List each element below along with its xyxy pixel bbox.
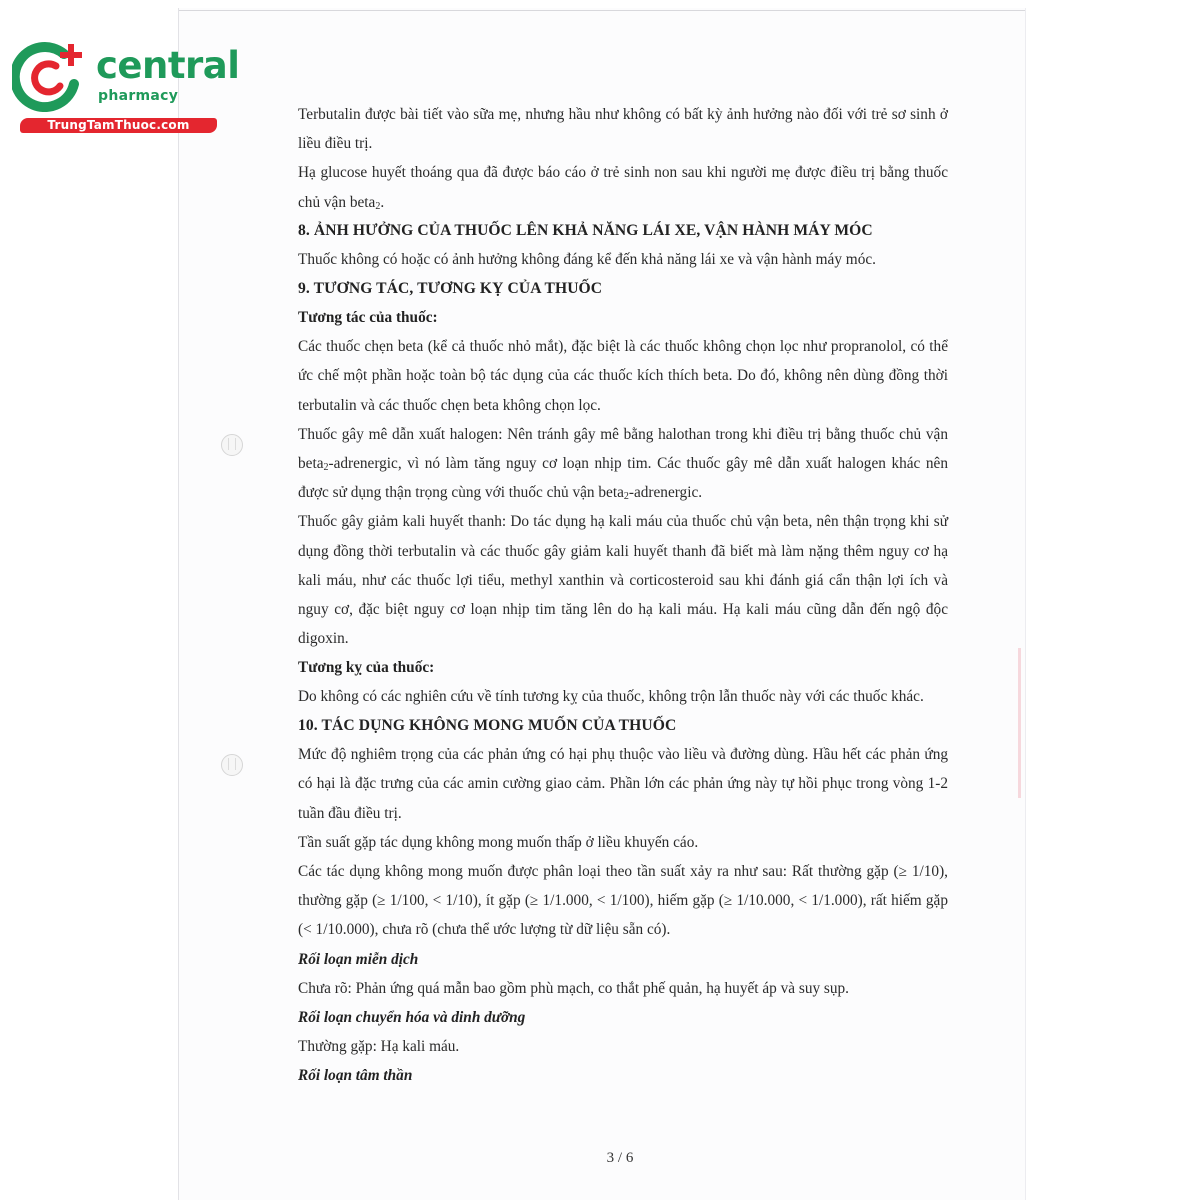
section-heading-8: 8. ẢNH HƯỞNG CỦA THUỐC LÊN KHẢ NĂNG LÁI XE, VẬN HÀNH MÁY MÓC: [298, 221, 873, 239]
section-heading-10: 10. TÁC DỤNG KHÔNG MONG MUỐN CỦA THUỐC: [298, 716, 677, 734]
paragraph: Tần suất gặp tác dụng không mong muốn thấp ở liều khuyến cáo.: [298, 833, 699, 851]
logo-brand-name: central: [96, 44, 240, 87]
punch-hole-icon: [221, 754, 243, 776]
section-heading-9: 9. TƯƠNG TÁC, TƯƠNG KỴ CỦA THUỐC: [298, 279, 603, 297]
subheading-immune-disorders: Rối loạn miễn dịch: [298, 950, 419, 968]
paragraph: Chưa rõ: Phản ứng quá mẫn bao gồm phù mạch, co thắt phế quản, hạ huyết áp và suy sụp.: [298, 979, 850, 997]
ink-bleed-mark: [1018, 648, 1021, 798]
pharmacy-logo[interactable]: [8, 38, 240, 138]
subheading-interactions: Tương tác của thuốc:: [298, 309, 438, 327]
logo-website-url: TrungTamThuoc.com: [20, 118, 217, 133]
logo-subtitle: pharmacy: [98, 88, 179, 104]
paragraph: Thuốc gây mê dẫn xuất halogen: Nên tránh gây mê bằng halothan trong khi điều trị bằng thuốc chủ vận beta$_2$-adrenergic, vì nó làm tăng nguy cơ loạn nhịp tim. Các thuốc gây mê dẫn xuất halogen khác nên được sử dụng thận trọng cùng với thuốc chủ vận beta$_2$-adrenergic.: [298, 425, 948, 503]
paragraph: Terbutalin được bài tiết vào sữa mẹ, nhưng hầu như không có bất kỳ ảnh hưởng nào đối với trẻ sơ sinh ở liều điều trị.: [298, 106, 948, 153]
paragraph: Thuốc gây giảm kali huyết thanh: Do tác dụng hạ kali máu của thuốc chủ vận beta, nên thận trọng khi sử dụng đồng thời terbutalin và các thuốc gây giảm kali huyết thanh đã biết mà làm nặng thêm nguy cơ hạ kali máu, như các thuốc lợi tiểu, methyl xanthin và corticosteroid sau khi đánh giá cẩn thận lợi ích và nguy cơ, đặc biệt nguy cơ loạn nhịp tim tăng lên do hạ kali máu. Hạ kali máu cũng dẫn đến ngộ độc digoxin.: [298, 513, 948, 648]
page-top-edge: [179, 10, 1025, 11]
page-number: 3 / 6: [606, 1150, 634, 1166]
paragraph: Mức độ nghiêm trọng của các phản ứng có hại phụ thuộc vào liều và đường dùng. Hầu hết các phản ứng có hại là đặc trưng của các amin cường giao cảm. Phần lớn các phản ứng này tự hồi phục trong vòng 1-2 tuần đầu điều trị.: [298, 746, 948, 822]
paragraph: Thường gặp: Hạ kali máu.: [298, 1037, 460, 1055]
subheading-metabolism-disorders: Rối loạn chuyển hóa và dinh dưỡng: [298, 1008, 526, 1026]
document-body: [298, 100, 948, 1090]
central-pharmacy-icon: [12, 40, 88, 112]
subheading-psychiatric-disorders: Rối loạn tâm thần: [298, 1067, 413, 1085]
paragraph: Các tác dụng không mong muốn được phân loại theo tần suất xảy ra như sau: Rất thường gặp (≥ 1/10), thường gặp (≥ 1/100, < 1/10), ít gặp (≥ 1/1.000, < 1/100), hiếm gặp (≥ 1/10.000, < 1/1.000), rất hiếm gặp (< 1/10.000), chưa rõ (chưa thể ước lượng từ dữ liệu sẵn có).: [298, 863, 948, 939]
paragraph: Các thuốc chẹn beta (kể cả thuốc nhỏ mắt), đặc biệt là các thuốc không chọn lọc như propranolol, có thể ức chế một phần hoặc toàn bộ tác dụng của các thuốc kích thích beta. Do đó, không nên dùng đồng thời terbutalin và các thuốc chẹn beta không chọn lọc.: [298, 338, 948, 414]
subheading-incompatibilities: Tương kỵ của thuốc:: [298, 659, 435, 677]
paragraph: Do không có các nghiên cứu về tính tương kỵ của thuốc, không trộn lẫn thuốc này với các thuốc khác.: [298, 688, 924, 706]
punch-hole-icon: [221, 434, 243, 456]
paragraph: Hạ glucose huyết thoáng qua đã được báo cáo ở trẻ sinh non sau khi người mẹ được điều trị bằng thuốc chủ vận beta$_2$.: [298, 164, 948, 212]
paragraph: Thuốc không có hoặc có ảnh hưởng không đáng kể đến khả năng lái xe và vận hành máy móc.: [298, 251, 876, 269]
